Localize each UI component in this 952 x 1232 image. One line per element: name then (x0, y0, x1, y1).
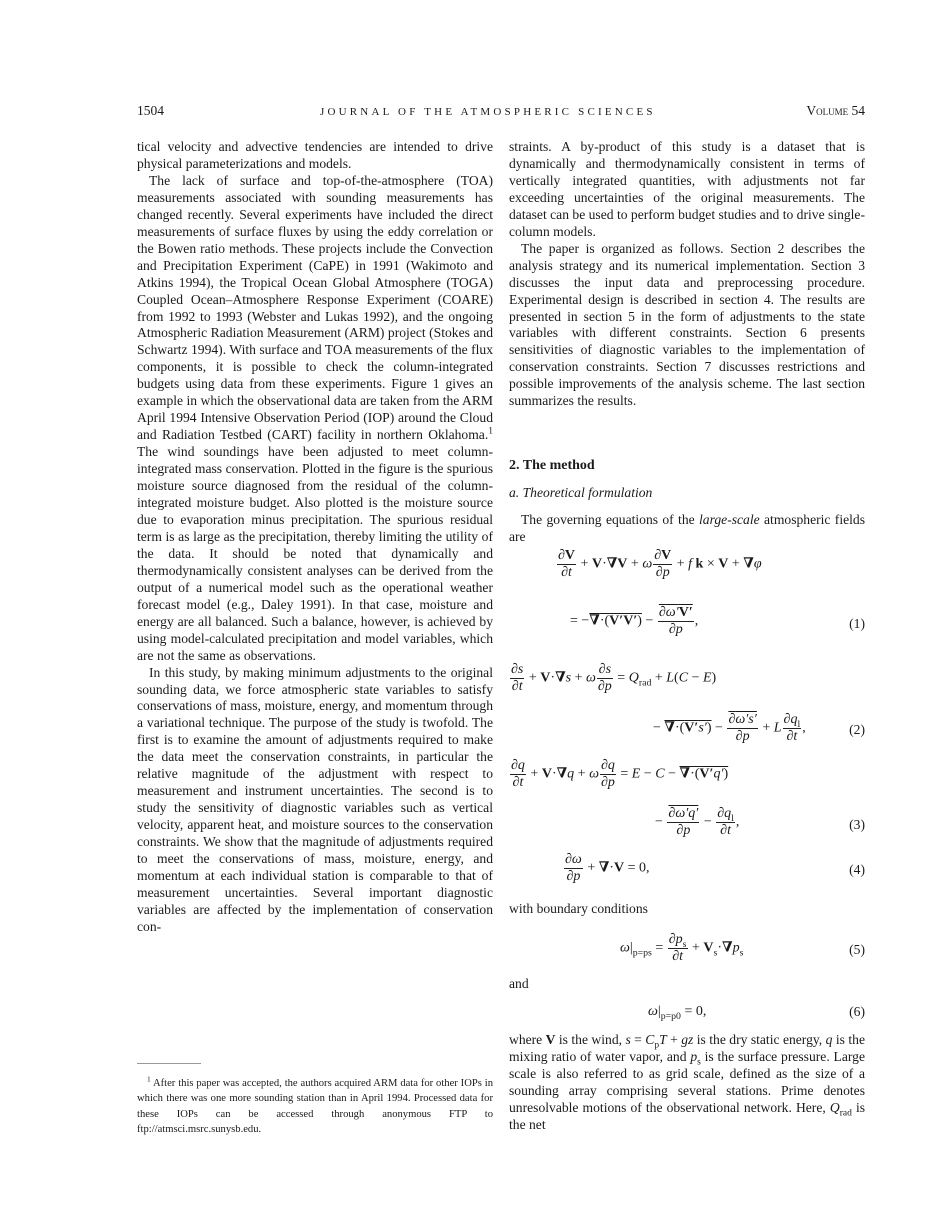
styled-text: p=p0 (660, 1010, 681, 1022)
paragraph (509, 512, 865, 546)
section-heading: 2. The method (509, 458, 595, 473)
text-run: − (655, 814, 667, 830)
text-run: tical velocity and advective tendencies are intended to drive physical parameterizations and models. (137, 139, 493, 171)
denominator (510, 678, 524, 695)
styled-text: q (607, 758, 615, 773)
text-run: ∂ (735, 729, 743, 744)
text-run: · (609, 860, 614, 876)
text-run: ∂ (668, 806, 676, 821)
styled-text: q (825, 1032, 833, 1047)
text-run: = (613, 670, 629, 686)
text-run: + (525, 670, 541, 686)
text-run: + (673, 556, 689, 572)
text-run: The wind soundings have been adjusted to meet column-integrated mass conservation. Plotted in the figure is the spurious moisture source diagnosed from the residual of the column-integrated moisture budget. Also plotted is the moisture source due to evaporation minus precipitation. The spurious residual term is as large as the precipitation, thereby limiting the utility of the data. It should be noted that dynamically and thermodynamically consistent analyses can be derived from the output of a numerical model such as the operational weather forecast model (e.g., Daley 1991). In that case, moisture and energy are all balanced. Such a balance, however, is achieved by using model-calculated precipitation and model variables, which are not the same as observations. (137, 444, 493, 663)
text-run: and (509, 976, 529, 991)
styled-text: p (675, 932, 683, 947)
text-run: ·( (690, 766, 700, 782)
denominator (653, 564, 672, 581)
overline-term (728, 712, 756, 727)
right-column-intro (509, 139, 865, 410)
text-run: ·( (674, 720, 685, 736)
text-run: The lack of surface and top-of-the-atmosphere (TOA) measurements associated with sounding measurements has changed recently. Several experiments have included the direct measurements of surface fluxes by using the eddy correlation or the Bowen ratio methods. These projects include the Convection and Precipitation Experiment (CaPE) in 1991 (Wakimoto and Atkins 1994), the Tropical Ocean Global Atmosphere (TOGA) Coupled Ocean–Atmosphere Response Experiment (COARE) from 1992 to 1993 (Webster and Lukas 1992), and the ongoing Atmospheric Radiation Measurement (ARM) project (Stokes and Schwartz 1994). With surface and TOA measurements of the flux components, it is possible to check the column-integrated budgets using data from these experiments. Figure 1 gives an example in which the observational data are taken from the ARM April 1994 Intensive Observation Period (IOP) around the Cloud and Radiation Testbed (CART) facility in northern Oklahoma. (137, 172, 493, 443)
footnote-text (137, 1076, 493, 1137)
text-run: ∂ (565, 852, 572, 867)
footnote (137, 1076, 493, 1137)
styled-text: rad (638, 677, 652, 689)
styled-text: s (697, 1057, 701, 1068)
styled-text: ω (620, 940, 630, 956)
styled-text: V (545, 1032, 556, 1047)
styled-text: ω (585, 670, 596, 686)
styled-text: t (679, 949, 684, 964)
numerator (783, 712, 802, 728)
styled-text: V′ (684, 720, 699, 736)
text-run: − (653, 720, 665, 736)
footnote-rule (137, 1063, 201, 1064)
paragraph (137, 173, 493, 665)
styled-text: k (695, 556, 704, 572)
styled-text: ∇ (555, 670, 566, 686)
styled-text: s′ (698, 720, 707, 736)
styled-text: ω (642, 556, 653, 572)
text-run: = (630, 1032, 646, 1047)
text-run: + (728, 556, 744, 572)
styled-text: ∇ (722, 940, 733, 956)
text-run: The paper is organized as follows. Section 2 describes the analysis strategy and its numerical implementation. Section 3 discusses the input data and preprocessing procedure. Experimental design is described in section 4. The results are presented in section 5 in the form of adjustments to the state variables with different constraints. Section 6 presents sensitivities of diagnostic variables to the implementation of conservation constraints. Section 7 discusses restrictions and possible improvements of the analysis scheme. The last section summarizes the results. (509, 240, 865, 409)
denominator (600, 774, 616, 791)
equation-5 (620, 932, 743, 965)
equation-4 (563, 852, 649, 885)
styled-text: q (517, 758, 525, 773)
styled-text: f (688, 556, 693, 572)
equation-number: (3) (849, 817, 865, 832)
denominator (727, 728, 757, 745)
styled-text: E (702, 670, 712, 686)
styled-text: s (739, 947, 744, 959)
styled-text: ∇V (606, 556, 628, 572)
text-run: · (550, 670, 556, 686)
overline-term (668, 806, 698, 821)
text-run: ( (674, 670, 679, 686)
styled-text: q (790, 712, 798, 727)
equation-3-line-1 (509, 758, 728, 791)
denominator (597, 678, 613, 695)
styled-text: C (645, 1032, 655, 1047)
numerator (510, 758, 526, 774)
styled-text: φ (753, 556, 762, 572)
styled-text: ω′ (665, 605, 679, 620)
styled-text: t (568, 565, 572, 580)
text-run: + (666, 1032, 682, 1047)
numerator (510, 662, 524, 678)
text-run: with boundary conditions (509, 901, 648, 916)
text-run: · (602, 556, 607, 572)
fraction (667, 806, 699, 839)
styled-text: ∇ (743, 556, 754, 572)
styled-text: V (613, 860, 625, 876)
styled-text: p (604, 679, 612, 694)
styled-text: C (678, 670, 689, 686)
styled-text: ω′s′ (735, 712, 757, 727)
text-run: + (627, 556, 643, 572)
text-run: ∂ (566, 869, 574, 884)
text-run: + (577, 556, 592, 572)
denominator (667, 822, 699, 839)
text-run: + (574, 766, 590, 782)
styled-text: p (573, 869, 581, 884)
text-run: | (629, 940, 633, 956)
text-run: ∂ (783, 712, 791, 727)
text-run: ∂ (720, 823, 728, 838)
paragraph (509, 241, 865, 411)
text-run: is the mixing ratio of water vapor, and (509, 1032, 865, 1064)
styled-text: p (683, 823, 691, 838)
fraction (783, 712, 802, 745)
styled-text: V (591, 556, 603, 572)
journal-title: JOURNAL OF THE ATMOSPHERIC SCIENCES (320, 106, 656, 118)
styled-text: T (659, 1032, 667, 1047)
fraction (653, 548, 672, 581)
text-run: ∂ (728, 712, 736, 727)
text-run: ∂ (511, 758, 518, 773)
equation-1-line-2 (570, 605, 698, 638)
styled-text: p (662, 565, 670, 580)
styled-text: ω′q′ (675, 806, 699, 821)
text-run: = (616, 766, 632, 782)
fraction (564, 852, 583, 885)
denominator (668, 948, 688, 965)
overline-term (589, 614, 642, 629)
text-run: ∂ (676, 823, 684, 838)
equation-number: (5) (849, 942, 865, 957)
styled-text: rad (839, 1108, 852, 1119)
styled-text: E (631, 766, 641, 782)
text-run: − (640, 766, 656, 782)
styled-text: t (518, 679, 523, 694)
numerator (667, 806, 699, 822)
text-run: ∂ (600, 775, 608, 790)
text-run: , (802, 720, 806, 736)
text-run: − (711, 720, 727, 736)
text-run: = 0, (624, 860, 650, 876)
styled-text: V (718, 556, 729, 572)
text-run: + (688, 940, 704, 956)
denominator (716, 822, 735, 839)
text-run: + (583, 860, 599, 876)
fraction (658, 605, 694, 638)
text-run: ∂ (598, 662, 606, 677)
text-run: ∂ (511, 679, 519, 694)
text-run: + (526, 766, 542, 782)
text-run: straints. A by-product of this study is a dataset that is dynamically and thermodynamically consistent in terms of vertically integrated quantities, with adjustments not far exceeding uncertainties of the original measurements. The dataset can be used to perform budget studies and to drive single-column models. (509, 139, 865, 239)
numerator (727, 712, 757, 728)
text-run: is the wind, (555, 1032, 626, 1047)
styled-text: ∇ (589, 613, 600, 629)
styled-text: t (519, 775, 524, 790)
text-run: , (694, 613, 699, 629)
styled-text: l (731, 812, 734, 824)
denominator (783, 728, 802, 745)
denominator (658, 621, 694, 638)
styled-text: L (666, 670, 675, 686)
fraction (668, 932, 688, 965)
text-run: − (688, 670, 703, 686)
styled-text: ∇ (556, 766, 568, 782)
paragraph (509, 901, 865, 918)
paragraph (509, 976, 865, 993)
fraction (510, 662, 524, 695)
text-run: ∂ (597, 679, 605, 694)
equation-number: (1) (849, 616, 865, 631)
text-run: + (758, 720, 774, 736)
text-run: ∂ (786, 729, 794, 744)
equation-number: (6) (849, 1004, 865, 1019)
text-run: ∂ (654, 548, 662, 563)
styled-text: p (607, 775, 615, 790)
paragraph (137, 665, 493, 936)
styled-text: s (625, 1032, 631, 1047)
text-run: = − (570, 613, 590, 629)
styled-text: V (564, 548, 576, 563)
numerator (653, 548, 672, 564)
text-run: − (700, 814, 716, 830)
styled-text: ω (589, 766, 599, 782)
text-run: ) (637, 613, 642, 629)
denominator (557, 564, 576, 581)
equation-number: (4) (849, 862, 865, 877)
styled-text: s (713, 947, 718, 959)
styled-text: l (797, 718, 801, 730)
overline-term (659, 605, 693, 620)
paragraph (137, 139, 493, 173)
numerator (668, 932, 688, 948)
numerator (557, 548, 576, 564)
text-run: After this paper was accepted, the authors acquired ARM data for other IOPs in which there was one more sounding station than in April 1994. Processed data for these IOPs can be accessed through anonymous FTP to ftp://atmsci.msrc.sunysb.edu. (137, 1078, 493, 1135)
overline-term (680, 767, 729, 782)
equation-2-line-2 (653, 712, 806, 745)
styled-text: Q (829, 1099, 840, 1115)
text-run: ∂ (600, 758, 608, 773)
styled-text: V (541, 766, 552, 782)
fraction (600, 758, 616, 791)
text-run: ) (723, 766, 729, 782)
text-run: − (641, 613, 657, 629)
styled-text: s (605, 662, 612, 677)
text-run: · (551, 766, 557, 782)
text-run: | (657, 1004, 661, 1019)
text-run: In this study, by making minimum adjustments to the original sounding data, we force atmospheric state variables to satisfy conservations of mass, moisture, energy, and momentum through a variational technique. The purpose of the study is twofold. The first is to examine the amount of adjustments required to make the data meet the conservation constraints, in particular the relative magnitude of the adjustment with respect to measurement and instrument uncertainties. The second is to study the sensitivity of diagnostic variables such as vertical velocity, apparent heat, and moisture sources to the conservation constraints. We show that the magnitude of adjustments required to meet the conservations of mass, moisture, energy, and momentum at each individual station is comparable to that of measurement uncertainties. Several important diagnostic variables are affected by the implementation of conservation con- (137, 664, 493, 934)
styled-text: gz (681, 1032, 694, 1047)
text-run: = (651, 940, 667, 956)
text-run: ∂ (668, 932, 676, 947)
text-run: ·( (599, 613, 610, 629)
styled-text: V′ (678, 605, 693, 620)
paragraph (509, 1032, 865, 1134)
subsection-heading: a. Theoretical formulation (509, 485, 653, 500)
numerator (658, 605, 694, 621)
styled-text: t (793, 729, 798, 744)
fraction (597, 662, 613, 695)
text-run: × (703, 556, 719, 572)
text-run: + (571, 670, 586, 686)
text-run: − (664, 766, 680, 782)
denominator (510, 774, 526, 791)
text-run: · (717, 940, 723, 956)
text-run: ) (706, 720, 712, 736)
text-run: atmospheric fields are (509, 512, 865, 544)
text-run: ∂ (655, 565, 663, 580)
styled-text: V (661, 548, 672, 563)
footnote-marker: 1 (488, 426, 493, 437)
numerator (600, 758, 616, 774)
text-run: ∂ (561, 565, 569, 580)
styled-text: ∇ (664, 720, 675, 736)
left-column (137, 139, 493, 936)
equation-2-line-1 (509, 662, 716, 695)
equation-1-line-1 (556, 548, 762, 581)
text-run: ∂ (511, 662, 518, 677)
numerator (564, 852, 583, 868)
text-run: ) (711, 670, 717, 686)
denominator (564, 868, 583, 885)
numerator (716, 806, 735, 822)
styled-text: ω (648, 1004, 658, 1019)
styled-text: C (655, 766, 665, 782)
numerator (597, 662, 613, 678)
styled-text: Q (628, 670, 639, 686)
styled-text: L (773, 720, 782, 736)
overline-term (664, 721, 711, 736)
fraction (716, 806, 735, 839)
text-run: where (509, 1032, 546, 1047)
text-run: , (735, 814, 740, 830)
equation-number: (2) (849, 722, 865, 737)
styled-text: V′V′ (609, 613, 638, 629)
styled-text: s (565, 670, 572, 686)
fraction (557, 548, 576, 581)
fraction (727, 712, 757, 745)
page-number: 1504 (137, 103, 164, 118)
styled-text: q (724, 806, 732, 821)
styled-text: p (654, 1040, 660, 1051)
styled-text: V (540, 670, 551, 686)
text-run: is the surface pressure. Large scale is also referred to as grid scale, defined as the size of a sounding array comprising several stations. Prime denotes unresolvable motions of the observational network. Here, (509, 1048, 865, 1115)
styled-text: V′ (699, 766, 714, 782)
styled-text: ∇ (679, 766, 691, 782)
paragraph (509, 139, 865, 241)
styled-text: p (742, 729, 750, 744)
styled-text: p (732, 940, 740, 956)
styled-text: p=ps (632, 947, 652, 959)
equation-3-line-2 (655, 806, 739, 839)
styled-text: p (690, 1048, 698, 1064)
text-run: ∂ (668, 622, 676, 637)
styled-text: large-scale (699, 512, 760, 527)
footnote-marker: 1 (147, 1074, 151, 1084)
volume-label: Volume 54 (806, 103, 865, 118)
text-run: ∂ (658, 605, 666, 620)
equation-6 (648, 1004, 706, 1020)
styled-text: ∇ (598, 860, 610, 876)
text-run: ∂ (717, 806, 725, 821)
text-run: is the dry static energy, (693, 1032, 826, 1047)
text-run: = 0, (680, 1004, 707, 1019)
styled-text: s (517, 662, 524, 677)
styled-text: p (675, 622, 683, 637)
text-run: ∂ (672, 949, 680, 964)
styled-text: ω (571, 852, 582, 867)
text-run: + (651, 670, 667, 686)
styled-text: q (567, 766, 575, 782)
text-run: ∂ (558, 548, 565, 563)
styled-text: t (727, 823, 731, 838)
text-run: is the net (509, 1099, 866, 1132)
fraction (510, 758, 526, 791)
styled-text: q′ (713, 766, 724, 782)
styled-text: s (682, 938, 687, 950)
text-run: The governing equations of the (521, 512, 700, 527)
styled-text: V (703, 940, 714, 956)
text-run: ∂ (512, 775, 520, 790)
